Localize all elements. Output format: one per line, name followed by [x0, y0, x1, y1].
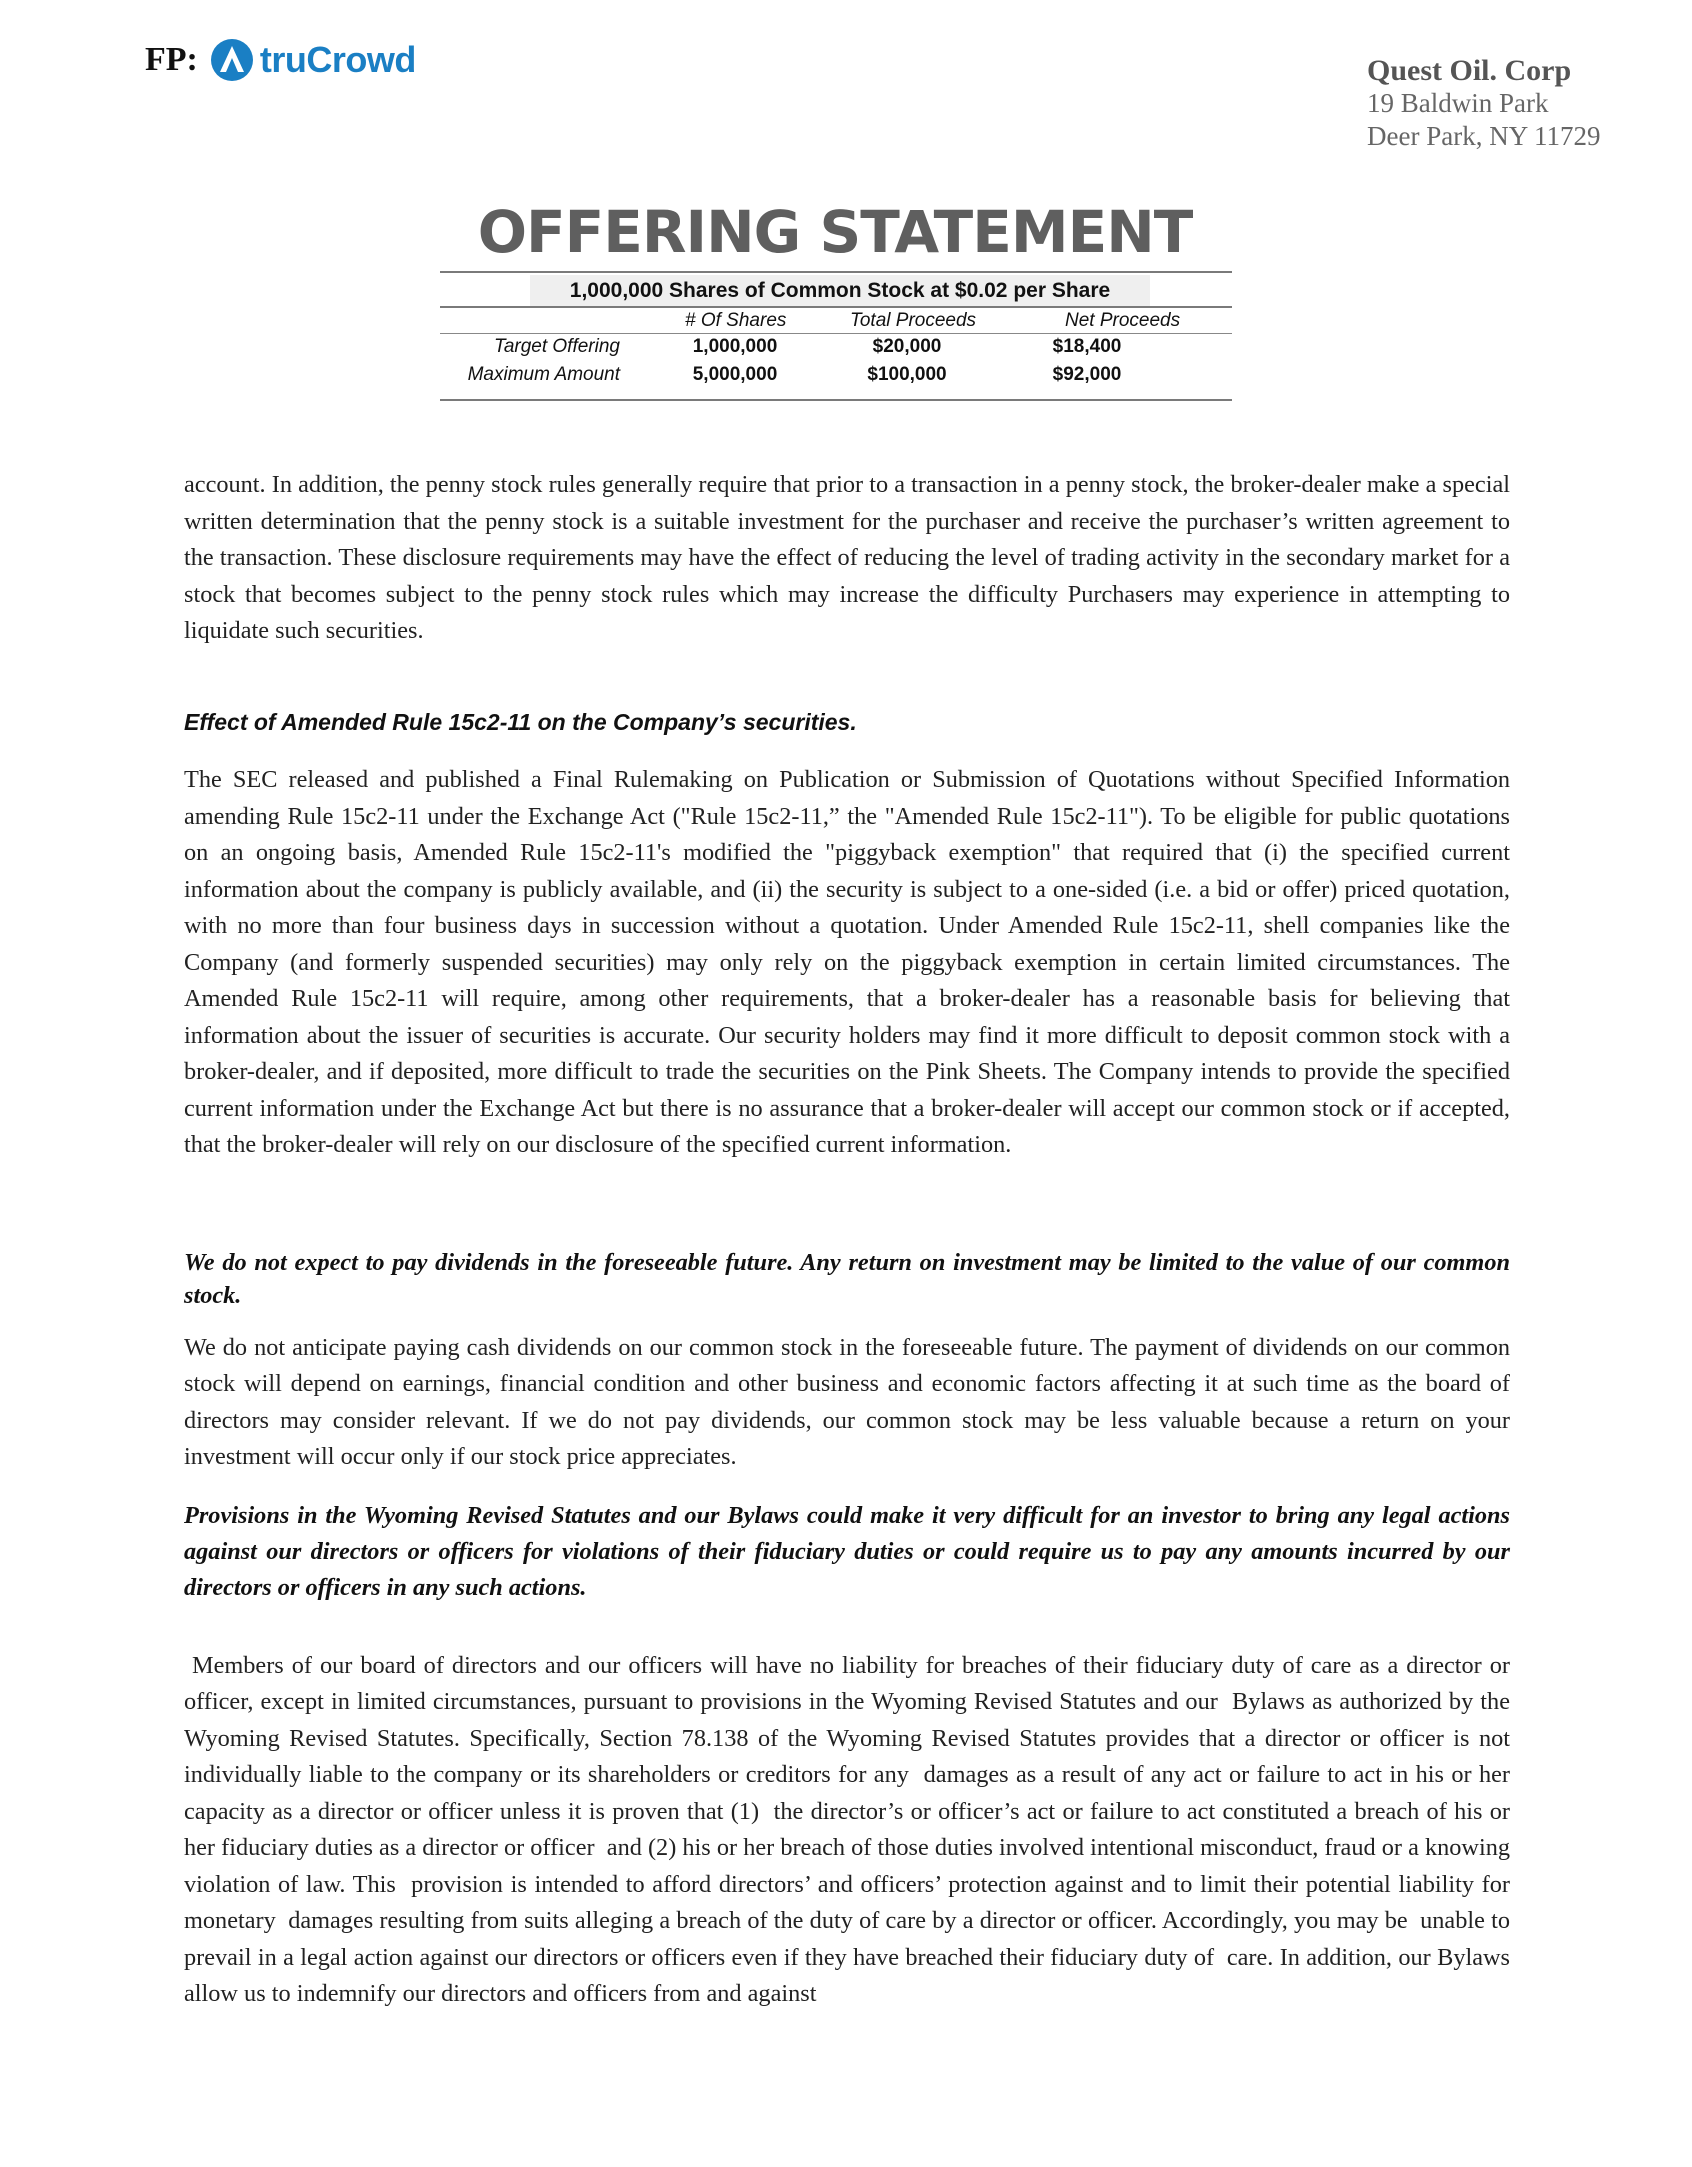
table-row — [440, 336, 1240, 364]
table-header-row — [440, 310, 1240, 334]
column-header-shares: # Of Shares — [685, 310, 787, 331]
divider — [440, 306, 1232, 308]
company-address — [1367, 54, 1600, 153]
fp-label: FP: — [145, 41, 198, 78]
document-body — [184, 467, 1517, 2013]
paragraph-amended-rule: The SEC released and published a Final Rulemaking on Publication or Submission of Quotations without Specified Information amending Rule 15c2-11 under the Exchange Act ("Rule 15c2-11,” the "Amended Rule 15c2-11"). To be eligible for public quotations on an ongoing basis, Amended Rule 15c2-11's modified the "piggyback exemption" that required that (i) the specified current information about the company is publicly available, and (ii) the security is subject to a one-sided (i.e. a bid or offer) priced quotation, with no more than four business days in succession without a quotation. Under Amended Rule 15c2-11, shell companies like the Company (and formerly suspended securities) may only rely on the piggyback exemption in certain limited circumstances. The Amended Rule 15c2-11 will require, among other requirements, that a broker-dealer has a reasonable basis for believing that information about the issuer of securities is accurate. Our security holders may find it more difficult to deposit common stock with a broker-dealer, and if deposited, more difficult to trade the securities on the Pink Sheets. The Company intends to provide the specified current information under the Exchange Act but there is no assurance that a broker-dealer will accept our common stock or if accepted, that the broker-dealer will rely on our disclosure of the specified current information. — [184, 766, 1510, 1158]
divider — [440, 333, 1232, 334]
heading-dividends: We do not expect to pay dividends in the foreseeable future. Any return on investment may be limited to the value of our common stock. — [184, 1248, 1510, 1309]
brand-name: truCrowd — [259, 39, 416, 80]
offering-title: OFFERING STATEMENT — [477, 198, 1193, 266]
paragraph-wyoming: Members of our board of directors and our officers will have no liability for breaches of their fiduciary duty of care as a director or officer, except in limited circumstances, pursuant to provisions in the Wyoming Revised Statutes and our Bylaws as authorized by the Wyoming Revised Statutes. Specifically, Section 78.138 of the Wyoming Revised Statutes provides that a director or officer is not individually liable to the company or its shareholders or creditors for any damages as a result of any act or failure to act in his or her capacity as a director or officer unless it is proven that (1) the director’s or officer’s act or failure to act constituted a breach of his or her fiduciary duties as a director or officer and (2) his or her breach of those duties involved intentional misconduct, fraud or a knowing violation of law. This provision is intended to afford directors’ and officers’ protection against and to limit their potential liability for monetary damages resulting from suits alleging a breach of the duty of care by a director or officer. Accordingly, you may be unable to prevail in a legal action against our directors or officers even if they have breached their fiduciary duty of care. In addition, our Bylaws allow us to indemnify our directors and officers from and against — [184, 1651, 1517, 2007]
paragraph-dividends: We do not anticipate paying cash dividends on our common stock in the foreseeable future. The payment of dividends on our common stock will depend on earnings, financial condition and other business and economic factors affecting it at such time as the board of directors may consider relevant. If we do not pay dividends, our common stock may be less valuable because a return on your investment will occur only if our stock price appreciates. — [184, 1333, 1510, 1470]
heading-wyoming: Provisions in the Wyoming Revised Statutes and our Bylaws could make it very difficult for an investor to bring any legal actions against our directors or officers for violations of their fiduciary duties or could require us to pay any amounts incurred by our directors or officers in any such actions. — [184, 1501, 1510, 1601]
trucrowd-mark-icon — [210, 36, 254, 84]
row-total: $100,000 — [867, 364, 947, 385]
offering-table — [440, 310, 1240, 392]
trucrowd-logo — [145, 32, 416, 88]
heading-amended-rule: Effect of Amended Rule 15c2-11 on the Company’s securities. — [184, 708, 857, 735]
row-shares: 1,000,000 — [692, 336, 778, 357]
divider — [440, 271, 1232, 273]
column-header-total: Total Proceeds — [850, 310, 977, 331]
row-net: $18,400 — [1052, 336, 1122, 357]
row-label: Maximum Amount — [467, 364, 620, 385]
row-label: Target Offering — [493, 336, 620, 357]
divider — [440, 399, 1232, 401]
column-header-net: Net Proceeds — [1065, 310, 1181, 331]
row-shares: 5,000,000 — [692, 364, 778, 385]
company-name: Quest Oil. Corp — [1367, 54, 1572, 87]
paragraph-penny-stock: account. In addition, the penny stock rules generally require that prior to a transaction in a penny stock, the broker-dealer make a special written determination that the penny stock is a suitable investment for the purchaser and receive the purchaser’s written agreement to the transaction. These disclosure requirements may have the effect of reducing the level of trading activity in the secondary market for a stock that becomes subject to the penny stock rules which may increase the difficulty Purchasers may experience in attempting to liquidate such securities. — [184, 471, 1510, 644]
shares-line: 1,000,000 Shares of Common Stock at $0.02 per Share — [530, 275, 1150, 306]
table-row — [440, 364, 1240, 392]
row-total: $20,000 — [872, 336, 942, 357]
address-line-1: 19 Baldwin Park — [1367, 88, 1549, 118]
address-line-2: Deer Park, NY 11729 — [1367, 121, 1601, 151]
row-net: $92,000 — [1052, 364, 1122, 385]
